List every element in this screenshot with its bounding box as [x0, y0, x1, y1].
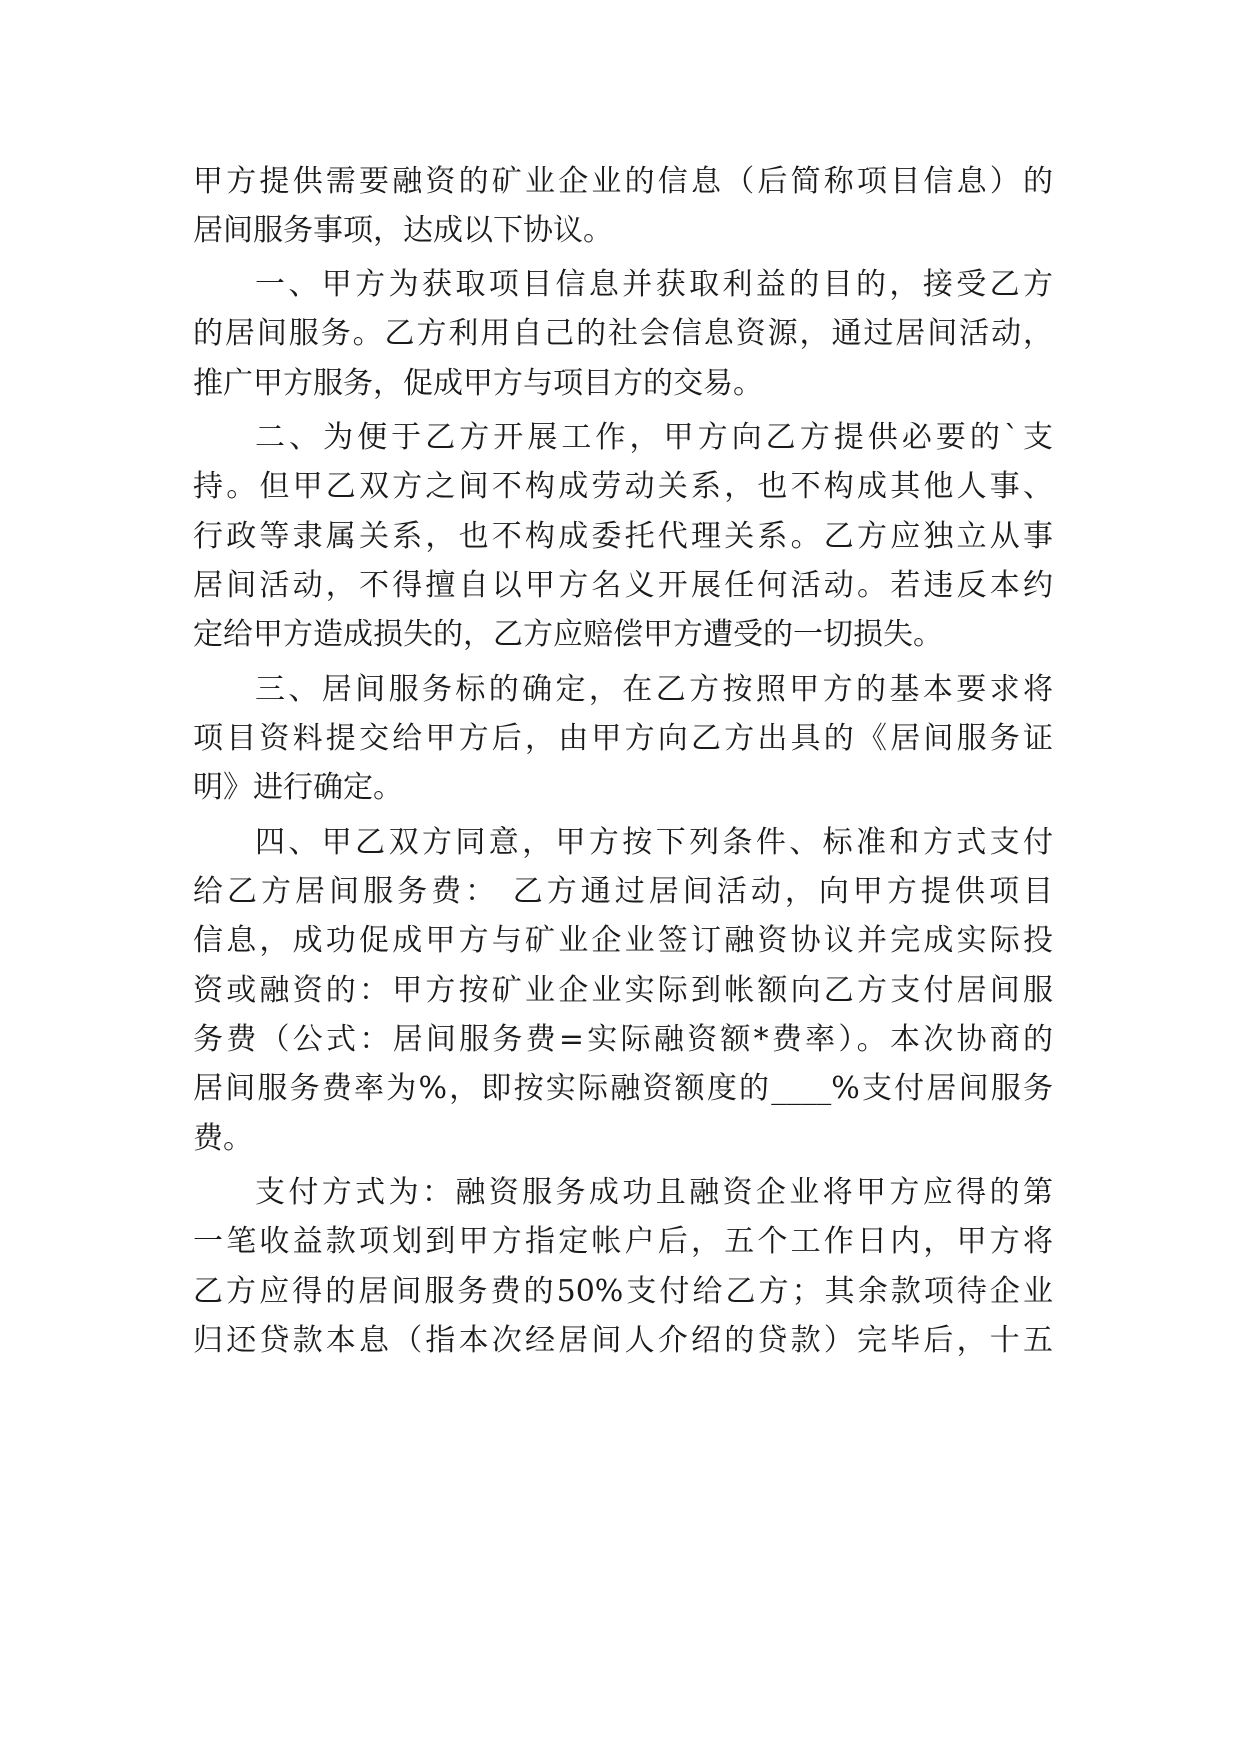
text-line: 明》进行确定。: [193, 770, 403, 805]
paragraph-one-start: 一、甲方为获取项目信息并获取利益的目的，接受乙方: [255, 267, 1053, 302]
text-line: 信息，成功促成甲方与矿业企业签订融资协议并完成实际投: [193, 923, 1053, 958]
text-line: 一笔收益款项划到甲方指定帐户后，五个工作日内，甲方将: [193, 1224, 1053, 1259]
text-line: 甲方提供需要融资的矿业企业的信息（后简称项目信息）的: [193, 164, 1053, 199]
text-line: 给乙方居间服务费： 乙方通过居间活动，向甲方提供项目: [193, 874, 1053, 909]
text-line: 行政等隶属关系，也不构成委托代理关系。乙方应独立从事: [193, 519, 1053, 554]
text-line: 的居间服务。乙方利用自己的社会信息资源，通过居间活动，: [193, 316, 1053, 351]
paragraph-four-start: 四、甲乙双方同意，甲方按下列条件、标准和方式支付: [255, 825, 1053, 860]
payment-paragraph-start: 支付方式为：融资服务成功且融资企业将甲方应得的第: [255, 1175, 1053, 1210]
text-line: 定给甲方造成损失的，乙方应赔偿甲方遭受的一切损失。: [193, 617, 943, 652]
text-line: 务费（公式：居间服务费=实际融资额*费率）。本次协商的: [193, 1022, 1053, 1057]
text-line: 费。: [193, 1121, 253, 1156]
paragraph-three-start: 三、居间服务标的确定，在乙方按照甲方的基本要求将: [255, 672, 1053, 707]
text-line: 乙方应得的居间服务费的50%支付给乙方；其余款项待企业: [193, 1274, 1053, 1309]
text-line: 资或融资的：甲方按矿业企业实际到帐额向乙方支付居间服: [193, 973, 1053, 1008]
text-line: 持。但甲乙双方之间不构成劳动关系，也不构成其他人事、: [193, 469, 1053, 504]
text-line: 归还贷款本息（指本次经居间人介绍的贷款）完毕后，十五: [193, 1323, 1053, 1358]
text-line: 居间服务事项，达成以下协议。: [193, 213, 613, 248]
text-line: 居间活动，不得擅自以甲方名义开展任何活动。若违反本约: [193, 568, 1053, 603]
paragraph-two-start: 二、为便于乙方开展工作，甲方向乙方提供必要的`支: [255, 420, 1053, 455]
text-line: 居间服务费率为%，即按实际融资额度的____%支付居间服务: [193, 1071, 1053, 1106]
text-line: 推广甲方服务，促成甲方与项目方的交易。: [193, 366, 763, 401]
text-line: 项目资料提交给甲方后，由甲方向乙方出具的《居间服务证: [193, 721, 1053, 756]
